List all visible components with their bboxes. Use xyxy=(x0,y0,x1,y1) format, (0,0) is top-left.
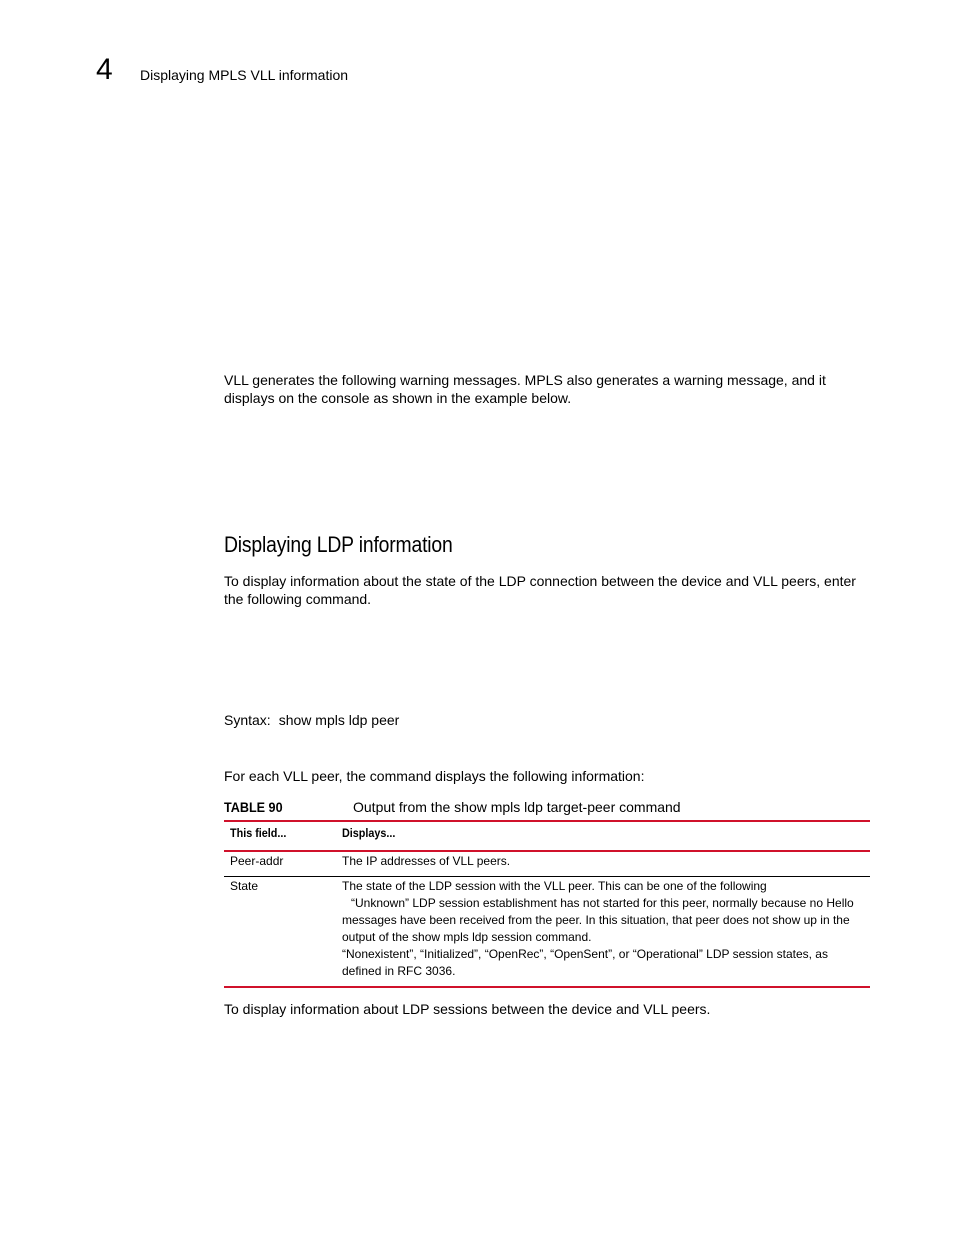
field-name: State xyxy=(230,879,259,893)
lead-in-paragraph: For each VLL peer, the command displays the following information: xyxy=(224,768,645,784)
closing-paragraph: To display information about LDP sessions between the device and VLL peers. xyxy=(224,1001,711,1017)
table-header-row xyxy=(224,821,870,851)
column-header-field: This field... xyxy=(230,826,287,840)
table-caption xyxy=(224,798,870,816)
field-description: The IP addresses of VLL peers. xyxy=(342,854,511,868)
table-row xyxy=(224,877,870,988)
field-name: Peer-addr xyxy=(230,854,284,868)
description-line: “Nonexistent”, “Initialized”, “OpenRec”, “OpenSent”, or “Operational” LDP session states, as defined in RFC 3036. xyxy=(342,947,828,978)
fields-table xyxy=(224,820,870,988)
syntax-command: show mpls ldp peer xyxy=(278,712,400,728)
table-row xyxy=(224,851,870,877)
syntax-label: Syntax: xyxy=(224,712,271,728)
description-line: “Unknown” LDP session establishment has not started for this peer, normally because no Hello messages have been received from the peer. In this situation, that peer does not show up in the output of the show mpls ldp session command. xyxy=(342,896,854,944)
table-title: Output from the show mpls ldp target-peer command xyxy=(353,799,681,815)
column-header-displays: Displays... xyxy=(342,826,396,840)
chapter-number: 4 xyxy=(96,53,113,86)
running-header-title: Displaying MPLS VLL information xyxy=(140,67,349,83)
table-number: TABLE 90 xyxy=(224,799,283,815)
section-paragraph: To display information about the state of the LDP connection between the device and VLL peers, enter the following command. xyxy=(224,573,856,607)
section-title: Displaying LDP information xyxy=(224,532,453,557)
description-line: The state of the LDP session with the VLL peer. This can be one of the following xyxy=(342,879,767,893)
syntax-line xyxy=(224,711,399,729)
field-description xyxy=(342,877,870,988)
intro-paragraph: VLL generates the following warning messages. MPLS also generates a warning message, and it displays on the console as shown in the example below. xyxy=(224,372,826,406)
